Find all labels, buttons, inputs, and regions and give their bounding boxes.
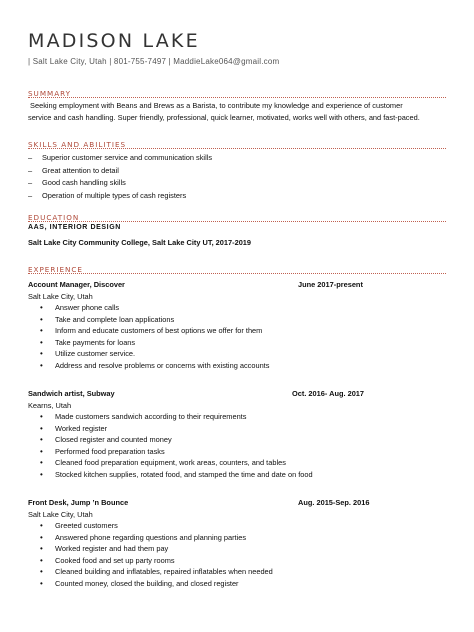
list-item: • Answer phone calls — [40, 303, 120, 312]
list-item: • Greeted customers — [40, 521, 118, 530]
skills-divider — [28, 148, 446, 149]
job-duties — [40, 302, 269, 372]
education-school: Salt Lake City Community College, Salt Lake City UT, 2017-2019 — [28, 238, 252, 247]
list-item: – Good cash handling skills — [28, 178, 126, 187]
list-item: – Great attention to detail — [28, 165, 119, 175]
job-title: Account Manager, Discover — [28, 280, 125, 289]
list-item: • Counted money, closed the building, and closed register — [40, 578, 239, 588]
list-item: – Superior customer service and communication skills — [28, 153, 213, 162]
education-divider — [28, 221, 446, 222]
list-item: • Address and resolve problems or concerns with existing accounts — [40, 360, 270, 370]
list-item: • Cooked food and set up party rooms — [40, 555, 175, 565]
list-item: • Take payments for loans — [40, 337, 136, 347]
list-item: • Inform and educate customers of best options we offer for them — [40, 326, 263, 336]
job-location: Kearns, Utah — [28, 401, 72, 410]
education-degree: AAS, INTERIOR DESIGN — [28, 224, 121, 231]
list-item: • Worked register — [40, 423, 108, 433]
summary-divider — [28, 97, 446, 98]
job-location: Salt Lake City, Utah — [28, 292, 93, 301]
list-item: • Cleaned building and inflatables, repaired inflatables when needed — [40, 567, 273, 577]
job-location: Salt Lake City, Utah — [28, 510, 93, 519]
summary-heading: SUMMARY — [28, 89, 72, 98]
list-item: • Take and complete loan applications — [40, 314, 175, 324]
experience-divider — [28, 273, 446, 274]
job-dates: Aug. 2015-Sep. 2016 — [298, 498, 370, 507]
job-title: Sandwich artist, Subway — [28, 389, 115, 398]
list-item: – Operation of multiple types of cash registers — [28, 190, 187, 200]
list-item: • Made customers sandwich according to their requirements — [40, 412, 247, 421]
list-item: • Answered phone regarding questions and planning parties — [40, 532, 247, 542]
job-title: Front Desk, Jump ’n Bounce — [28, 498, 129, 507]
job-duties — [40, 411, 313, 481]
job-dates: Oct. 2016- Aug. 2017 — [292, 389, 365, 398]
list-item: • Worked register and had them pay — [40, 544, 169, 554]
experience-heading: EXPERIENCE — [28, 265, 83, 274]
summary-text — [28, 100, 458, 124]
job-dates: June 2017-present — [298, 280, 363, 289]
job-duties — [40, 520, 273, 590]
list-item: • Cleaned food preparation equipment, work areas, counters, and tables — [40, 458, 286, 468]
education-heading: EDUCATION — [28, 213, 80, 222]
contact-line: | Salt Lake City, Utah | 801-755-7497 | MaddieLake064@gmail.com — [28, 57, 280, 66]
resume-name: MADISON LAKE — [28, 30, 200, 52]
list-item: • Stocked kitchen supplies, rotated food, and stamped the time and date on food — [40, 469, 313, 479]
skills-heading: SKILLS AND ABILITIES — [28, 140, 127, 149]
summary-line-1: Seeking employment with Beans and Brews as a Barista, to contribute my knowledge and experience of customer — [28, 101, 403, 110]
skills-list — [28, 152, 212, 202]
summary-line-2: service and cash handling. Super friendly, professional, quick learner, motivated, works well with others, and fast-paced. — [28, 113, 420, 122]
list-item: • Performed food preparation tasks — [40, 446, 165, 456]
list-item: • Closed register and counted money — [40, 435, 172, 445]
list-item: • Utilize customer service. — [40, 349, 136, 359]
